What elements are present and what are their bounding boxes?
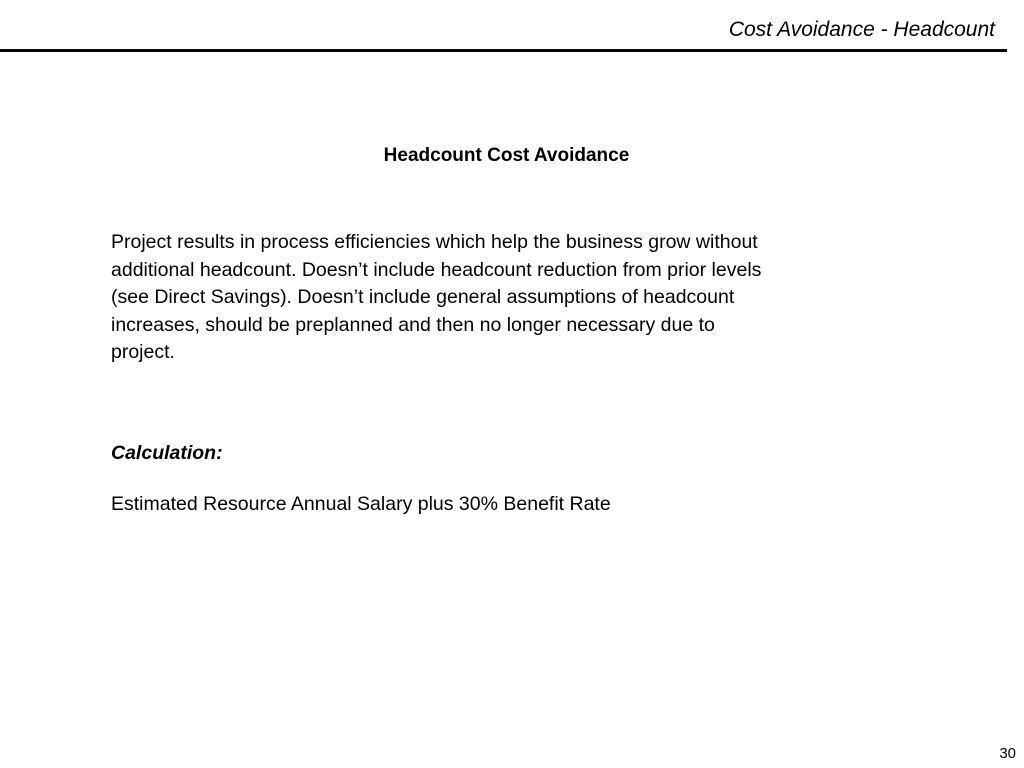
header-divider	[0, 49, 1007, 52]
slide-header-title: Cost Avoidance - Headcount	[728, 18, 995, 41]
calculation-label: Calculation:	[111, 442, 223, 464]
page-title: Headcount Cost Avoidance	[383, 145, 630, 166]
description-paragraph: Project results in process efficiencies which help the business grow without additional headcount. Doesn’t include headcount reduction from prior levels (see Direct Savings). Doesn’t include general assumptions of headcount increases, should be preplanned and then no longer necessary due to project.	[111, 231, 762, 363]
page-number: 30	[999, 745, 1016, 762]
calculation-formula: Estimated Resource Annual Salary plus 30% Benefit Rate	[111, 493, 611, 515]
